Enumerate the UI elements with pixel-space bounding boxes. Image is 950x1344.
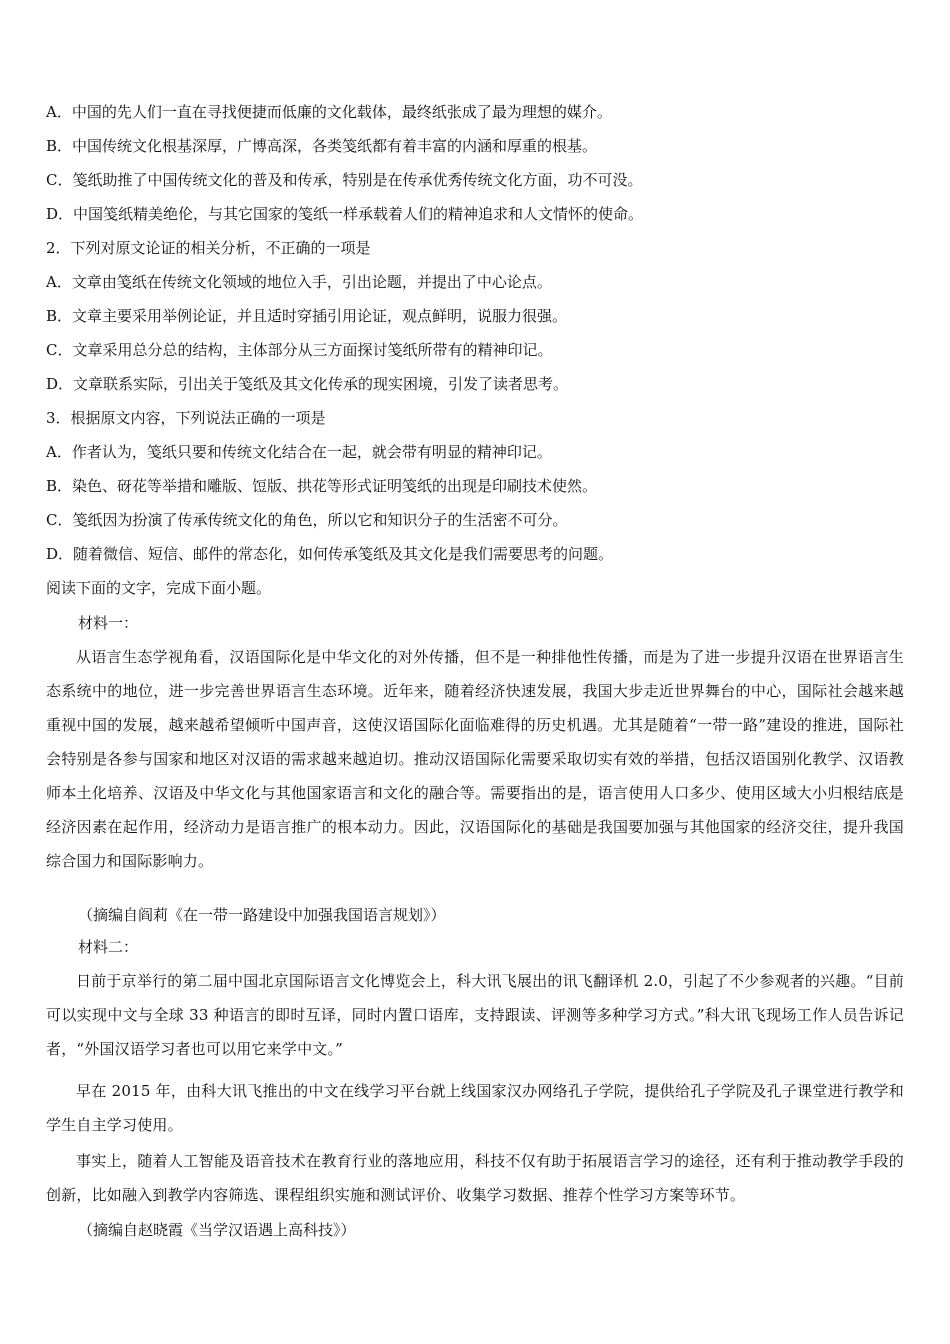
material2-paragraph-3: 事实上，随着人工智能及语音技术在教育行业的落地应用，科技不仅有助于拓展语言学习的途径，还有利于推动教学手段的创新，比如融入到教学内容筛选、课程组织实施和测试评价、收集学习数据、推荐个性学习方案等环节。 [46,1152,904,1204]
material2-paragraph-2: 早在 2015 年，由科大讯飞推出的中文在线学习平台就上线国家汉办网络孔子学院，提供给孔子学院及孔子课堂进行教学和学生自主学习使用。 [46,1082,904,1134]
material1-source: （摘编自阎莉《在一带一路建设中加强我国语言规划》） [78,906,446,924]
q1-option-d: D．中国笺纸精美绝伦，与其它国家的笺纸一样承载着人们的精神追求和人文情怀的使命。 [46,205,644,223]
q1-option-a: A．中国的先人们一直在寻找便捷而低廉的文化载体，最终纸张成了最为理想的媒介。 [46,103,612,121]
material2-paragraph-1: 日前于京举行的第二届中国北京国际语言文化博览会上，科大讯飞展出的讯飞翻译机 2.0，引起了不少参观者的兴趣。“目前可以实现中文与全球 33 种语言的即时互译，同时内置口语库，支持跟读、评测等多种学习方式。”科大讯飞现场工作人员告诉记者，“外国汉语学习者也可以用它来学中文。” [46,972,904,1058]
q2-option-c: C．文章采用总分总的结构，主体部分从三方面探讨笺纸所带有的精神印记。 [46,341,553,359]
q3-option-c: C．笺纸因为扮演了传承传统文化的角色，所以它和知识分子的生活密不可分。 [46,511,568,529]
reading-instruction: 阅读下面的文字，完成下面小题。 [46,579,272,597]
q2-option-d: D．文章联系实际，引出关于笺纸及其文化传承的现实困境，引发了读者思考。 [46,375,569,393]
q3-option-d: D．随着微信、短信、邮件的常态化，如何传承笺纸及其文化是我们需要思考的问题。 [46,545,614,563]
q2-option-b: B．文章主要采用举例论证，并且适时穿插引用论证，观点鲜明，说服力很强。 [46,307,568,325]
q3-option-b: B．染色、砑花等举措和雕版、饾版、拱花等形式证明笺纸的出现是印刷技术使然。 [46,477,598,495]
material2-source: （摘编自赵晓霞《当学汉语遇上高科技》） [78,1221,356,1239]
material1-body: 从语言生态学视角看，汉语国际化是中华文化的对外传播，但不是一种排他性传播，而是为了进一步提升汉语在世界语言生态系统中的地位，进一步完善世界语言生态环境。近年来，随着经济快速发展，我国大步走近世界舞台的中心，国际社会越来越重视中国的发展，越来越希望倾听中国声音，这使汉语国际化面临难得的历史机遇。尤其是随着“一带一路”建设的推进，国际社会特别是各参与国家和地区对汉语的需求越来越迫切。推动汉语国际化需要采取切实有效的举措，包括汉语国别化教学、汉语教师本土化培养、汉语及中华文化与其他国家语言和文化的融合等。需要指出的是，语言使用人口多少、使用区域大小归根结底是经济因素在起作用，经济动力是语言推广的根本动力。因此，汉语国际化的基础是我国要加强与其他国家的经济交往，提升我国综合国力和国际影响力。 [46,648,904,870]
q1-option-c: C．笺纸助推了中国传统文化的普及和传承，特别是在传承优秀传统文化方面，功不可没。 [46,171,643,189]
q3-option-a: A．作者认为，笺纸只要和传统文化结合在一起，就会带有明显的精神印记。 [46,443,552,461]
q2-option-a: A．文章由笺纸在传统文化领域的地位入手，引出论题，并提出了中心论点。 [46,273,552,291]
q3-stem: 3．根据原文内容，下列说法正确的一项是 [46,409,326,427]
q2-stem: 2．下列对原文论证的相关分析，不正确的一项是 [46,239,371,257]
material2-label: 材料二： [78,938,139,956]
q1-option-b: B．中国传统文化根基深厚，广博高深，各类笺纸都有着丰富的内涵和厚重的根基。 [46,137,598,155]
material1-label: 材料一： [78,614,139,632]
